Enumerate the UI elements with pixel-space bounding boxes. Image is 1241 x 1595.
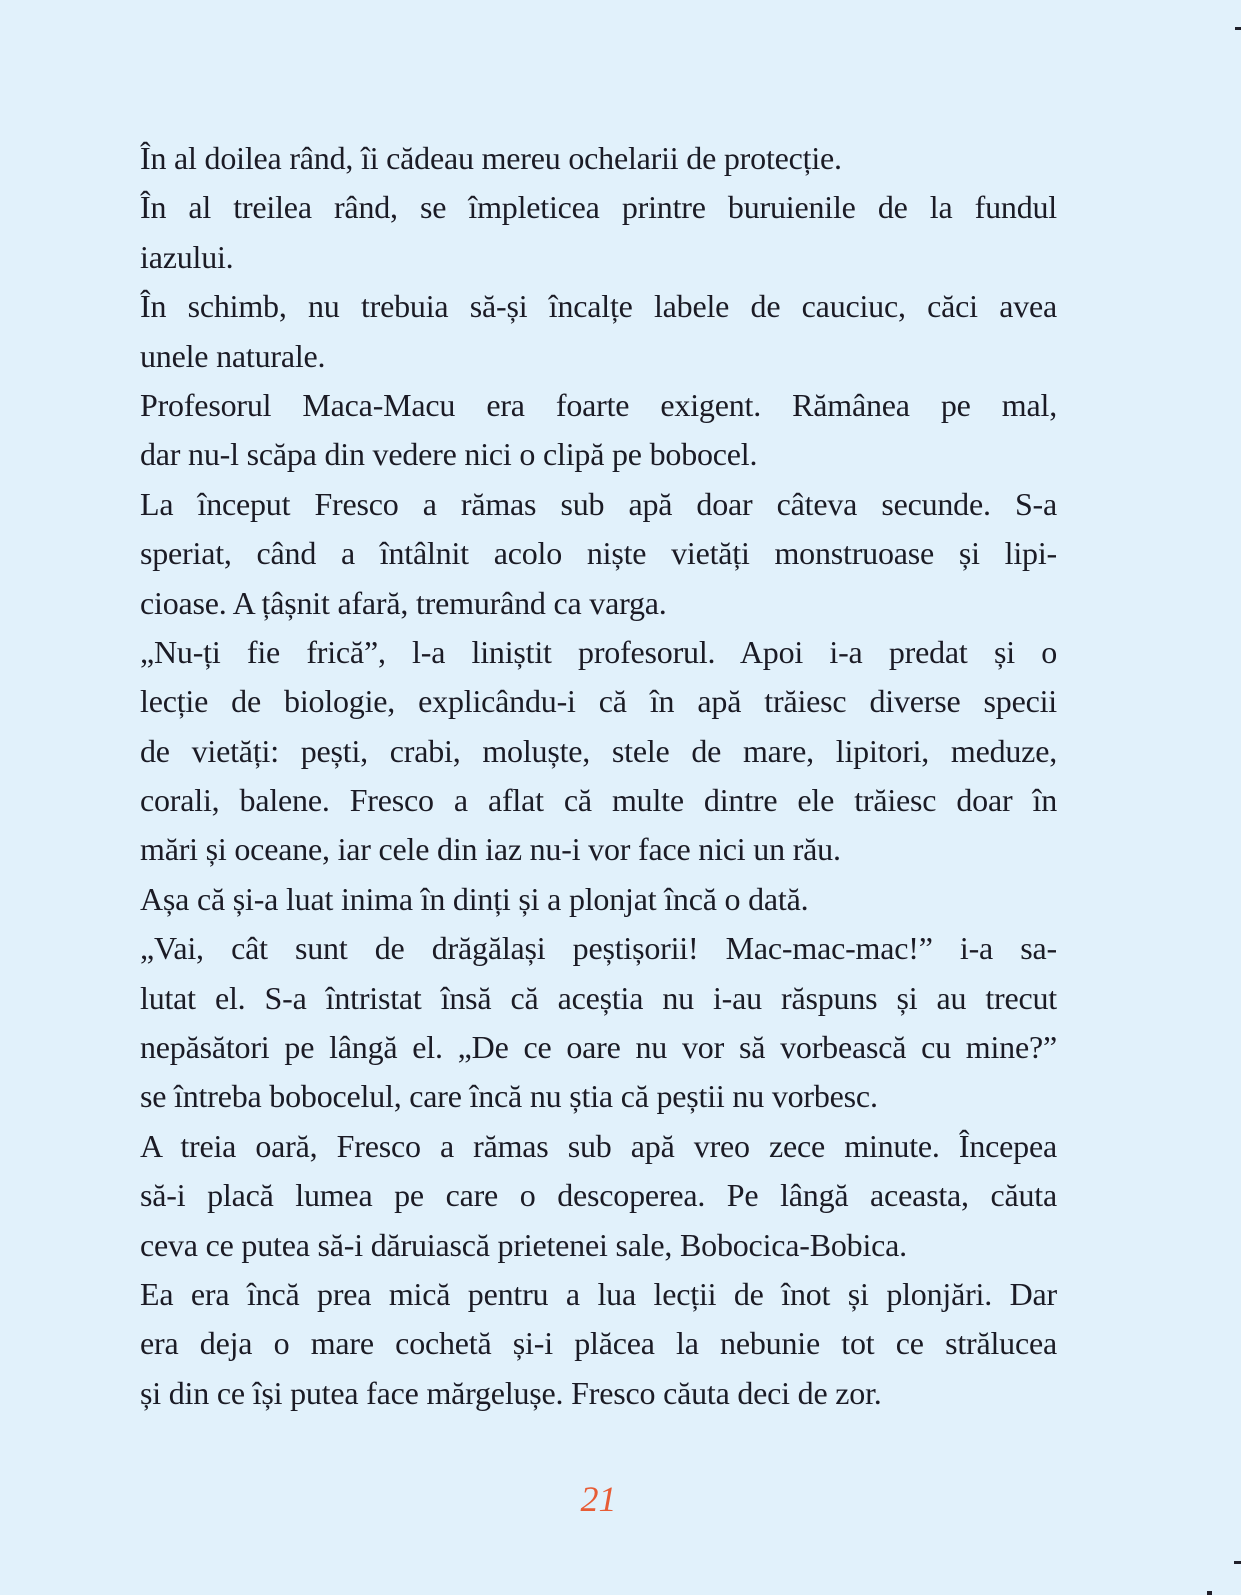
text-line: iazului. [140,238,234,275]
text-line: ceva ce putea să-i dăruiască prietenei sale, Bobocica-Bobica. [140,1226,907,1263]
text-line: În al doilea rând, îi cădeau mereu ochelarii de protecție. [140,140,842,176]
body-text [140,134,1057,1418]
text-line: Profesorul Maca-Macu era foarte exigent. Rămânea pe mal, [140,386,1057,423]
text-line: dar nu-l scăpa din vedere nici o clipă pe bobocel. [140,436,758,473]
text-line: de vietăți: pești, crabi, moluște, stele de mare, lipitori, meduze, [140,732,1057,769]
text-line: mări și oceane, iar cele din iaz nu-i vor face nici un rău. [140,831,841,868]
text-line: corali, balene. Fresco a aflat că multe dintre ele trăiesc doar în [140,782,1057,819]
scan-artifact [1235,27,1241,30]
text-line: În schimb, nu trebuia să-și încalțe labele de cauciuc, căci avea [140,288,1057,325]
scan-artifact [1207,1591,1212,1595]
text-line: era deja o mare cochetă și-i plăcea la nebunie tot ce strălucea [140,1325,1057,1362]
text-line: să-i placă lumea pe care o descoperea. Pe lângă aceasta, căuta [140,1177,1057,1214]
text-line: Ea era încă prea mică pentru a lua lecții de înot și plonjări. Dar [140,1275,1057,1312]
text-line: cioase. A țâșnit afară, tremurând ca varga. [140,584,667,621]
text-line: Așa că și-a luat inima în dinți și a plonjat încă o dată. [140,880,809,917]
text-line: lutat el. S-a întristat însă că aceștia nu i-au răspuns și au trecut [140,979,1057,1016]
page-number: 21 [580,1479,617,1519]
text-line: La început Fresco a rămas sub apă doar câteva secunde. S-a [140,485,1057,522]
text-line: și din ce își putea face mărgelușe. Fresco căuta deci de zor. [140,1374,882,1411]
text-line: „Nu-ți fie frică”, l-a liniștit profesorul. Apoi i-a predat și o [140,633,1057,670]
text-line: speriat, când a întâlnit acolo niște vietăți monstruoase și lipi- [140,535,1057,572]
scan-artifact [1234,1561,1241,1564]
text-line: nepăsători pe lângă el. „De ce oare nu vor să vorbească cu mine?” [140,1029,1057,1066]
text-line: unele naturale. [140,337,326,374]
text-line: se întreba bobocelul, care încă nu știa că peștii nu vorbesc. [140,1078,878,1115]
text-line: A treia oară, Fresco a rămas sub apă vreo zece minute. Începea [140,1127,1057,1164]
text-line: În al treilea rând, se împleticea printre buruienile de la fundul [140,189,1057,226]
text-line: lecție de biologie, explicându-i că în apă trăiesc diverse specii [140,683,1057,720]
text-line: „Vai, cât sunt de drăgălași peștișorii! Mac-mac-mac!” i-a sa- [140,930,1057,967]
